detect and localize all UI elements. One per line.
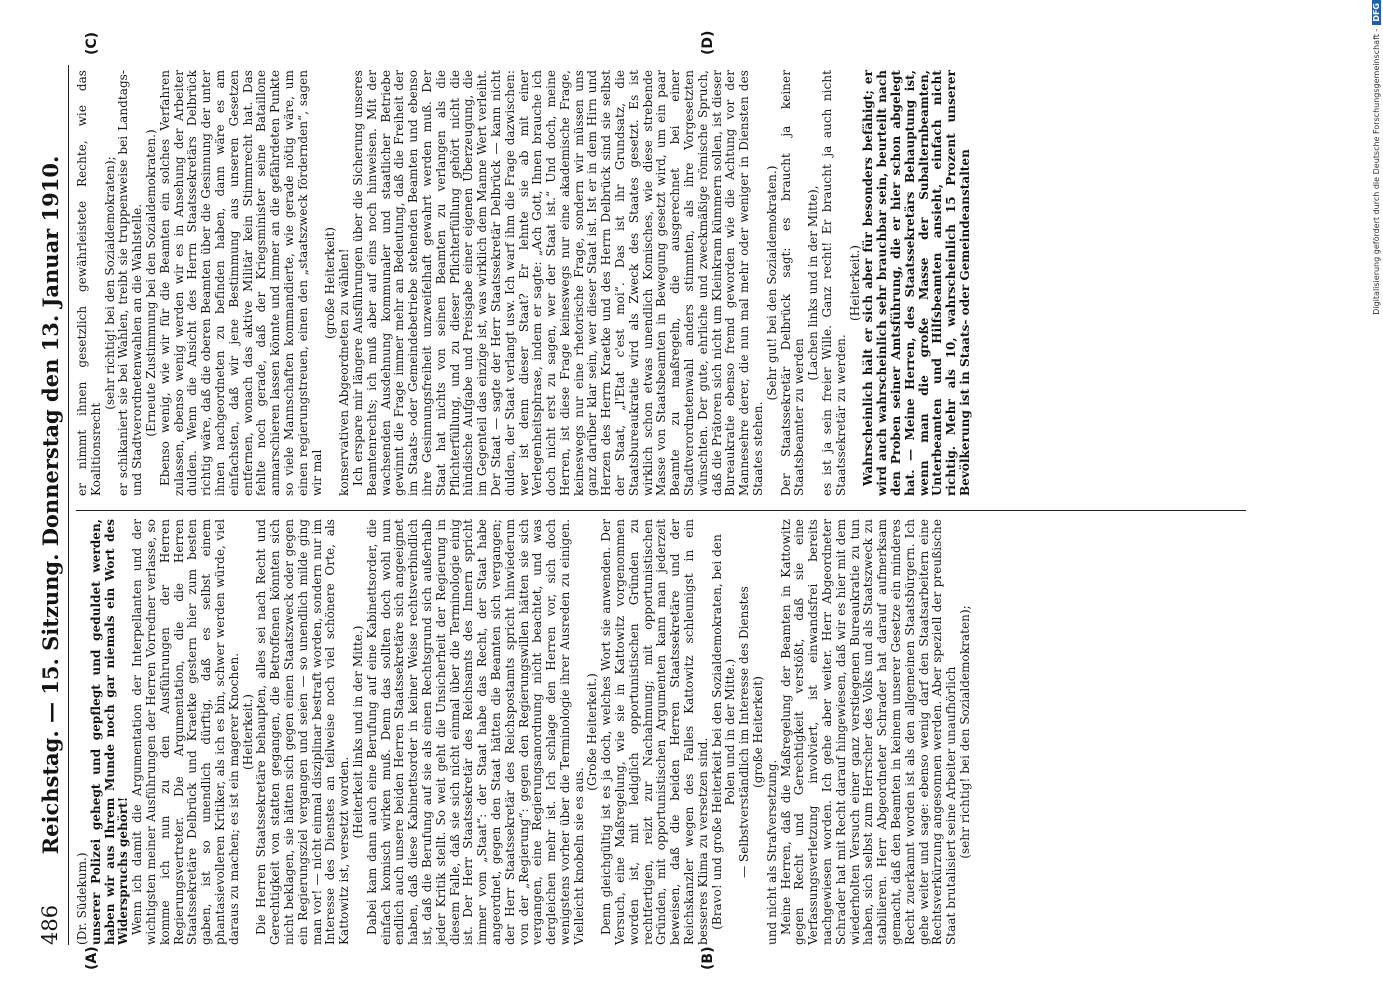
right-column-paragraph: (Sehr gut! bei den Sozialdemokraten.) [764,165,779,401]
right-column-paragraph: konservativen Abgeordneten zu wählen! [337,248,352,496]
margin-marker-a: (A) [84,946,100,970]
right-column-paragraph: (sehr richtig! bei den Sozialdemokraten); [102,156,117,410]
left-column-paragraph: (große Heiterkeit) [751,676,766,788]
header-rule [68,65,69,945]
left-column-paragraph: (sehr richtig! bei den Sozialdemokraten); [958,605,972,859]
left-column-paragraph: Meine Herren, daß die Maßregelung der Beamten in Kattowitz gegen Recht und Gerechtigkeit verstößt, daß sie eine Verfassungsverletzung involviert, ist einwandsfrei bereits nachgewiesen worden. Ich gehe aber weiter. Herr Abgeordneter Schrader hat mit Recht darauf hingewiesen, daß wir es hier mit dem wiederholten Versuch einer ganz verstiegenen Bureaukratie zu tun haben, sich selbst zum Herrscher des Volks und als Staatszweck zu stabilieren. Herr Abgeordneter Schrader hat darauf aufmerksam gemacht, daß den Beamten in keinem unserer Gesetze ein minderes Recht zuerkannt worden ist als den allgemeinen Staatsbürgern. Ich gehe weiter und sage: ebenso wenig darf den Staatsarbeitern eine Rechtsverkürzung angesonnen werden. Aber speziell der preußische Staat brutalisiert seine Arbeiter unaufhörlich [778,519,959,945]
right-column-paragraph: (große Heiterkeit) [323,227,338,339]
margin-marker-c: (C) [84,31,100,55]
right-column-paragraph: Der Staatssekretär Delbrück sagt: es braucht ja keiner Staatsbeamter zu werden [778,70,807,496]
digitization-credit [1372,0,1381,400]
left-column-paragraph: Dabei kam dann auch eine Berufung auf eine Kabinettsorder, die einfach komisch wirken muß. Denn das sollten doch wohl nun endlich auch unsere beiden Herren Staatssekretäre sich angeeignet haben, daß diese Kabinettsorder in keiner Weise rechtsverbindlich ist, daß die Berufung auf sie als einen Rechtsgrund sich außerhalb jeder Kritik stellt. So weit geht die Unsicherheit der Regierung in diesem Falle, daß sie sich nicht einmal über die Terminologie einig ist. Der Herr Staatssekretär des Reichsamts des Innern spricht immer vom „Staat“: der Staat habe das Recht, der Staat habe angeordnet, gegen den Staat hätten die Beamten sich vergangen; der Herr Staatssekretär des Reichspostamts spricht hinwiederum von der „Regierung“: gegen den Regierungswillen hätten sie sich vergangen, eine Regierungsanordnung nicht beachtet, und was dergleichen mehr ist. Ich schlage den Herren vor, sich doch wenigstens vorher über die Terminologie ihrer Ausreden zu einigen. Vielleicht knobeln sie es aus. [364,519,586,945]
left-column-paragraph: und nicht als Strafversetzung. [764,759,779,945]
right-column-paragraph: er schikaniert sie bei Wahlen, treibt sie truppenweise bei Landtags- und Stadtverordnetenwahlen an die Wahlstelle. [116,70,145,496]
left-column-paragraph: (Große Heiterkeit.) [585,673,600,791]
credit-text: Digitalisierung gefördert durch die Deutsche Forschungsgemeinschaft - [1372,28,1381,315]
right-column-paragraph: Wahrscheinlich hält er sich aber für besonders befähigt; er wird auch wahrscheinlich sehr brauchbar sein, beurteilt nach den Proben seiner Amtsführung, die er hier schon abgelegt hat. — Meine Herren, des Staatssekretärs Behauptung ist, wenn man die große Masse der Subalternbeamten, Unterbeamten und Hilfsbeamten ansieht, einfach nicht richtig. Mehr als 10, wahrscheinlich 15 Prozent unserer Bevölkerung ist in Staats- oder Gemeindeanstalten [861,70,972,496]
left-column-paragraph: (Heiterkeit.) [240,694,255,770]
left-column-paragraph: Denn gleichgültig ist es ja doch, welches Wort sie anwenden. Der Versuch, eine Maßregelung, wie sie in Kattowitz vorgenommen worden ist, mit lediglich opportunistischen Gründen zu rechtfertigen, reizt zur Nachahmung; mit opportunistischen Gründen, mit opportunistischen Argumenten kann man jederzeit beweisen, daß die beiden Herren Staatssekretäre und der Reichskanzler wegen des Falles Kattowitz schleunigst in ein besseres Klima zu versetzen sind. [599,519,710,945]
left-column [76,519,973,945]
running-head: Reichstag. — 15. Sitzung. Donnerstag den 13. Januar 1910. [38,155,63,855]
margin-marker-d: (D) [700,30,716,55]
left-column-paragraph: Wenn ich damit die Argumentation der Interpellanten und der wichtigsten meiner Ausführungen der Herren Vorredner verlasse, so komme ich nun zu den Ausführungen der Herren Regierungsvertreter. Die Argumentation, die die Herren Staatssekretäre Delbrück und Kraetke gestern hier zum besten gaben, ist so unendlich dürftig, daß es selbst einem phantasievolleren Kritiker, als ich es bin, schwer werden würde, viel daraus zu machen; es ist ein magerer Knochen. [130,519,241,945]
dfg-logo: DFG [1372,0,1381,25]
margin-marker-b: (B) [700,946,716,970]
right-column-paragraph: er nimmt ihnen gesetzlich gewährleistete Rechte, wie das Koalitionsrecht [75,70,103,496]
page-header [38,65,64,945]
left-column-paragraph: Die Herren Staatssekretäre behaupten, alles sei nach Recht und Gerechtigkeit von statten gegangen, die Betroffenen könnten sich nicht beklagen, sie hätten sich gegen einen Staatszweck oder gegen ein Regierungsziel vergangen und seien — so unendlich milde ging man vor! — nicht einmal disziplinar bestraft worden, sondern nur im Interesse des Dienstes an teilweise noch viel schönere Orte, als Kattowitz ist, versetzt worden. [254,519,352,945]
left-column-paragraph: (Bravo! und große Heiterkeit bei den Sozialdemokraten, bei den Polen und in der Mitte.) [709,534,738,930]
page-number: 486 [38,904,62,945]
right-column-paragraph: Ebenso wenig, wie wir für die Beamten ein solches Verfahren zulassen, ebenso wenig werden wir es in Ansehung der Arbeiter dulden. Wenn die Ansicht des Herrn Staatssekretärs Delbrück richtig wäre, daß die oberen Beamten über die Gesinnung der unter ihnen nachgeordneten zu befinden haben, dann wäre es am einfachsten, daß wir jene Bestimmung aus unseren Gesetzen entfernen, wonach das aktive Militär kein Stimmrecht hat. Das fehlte noch gerade, daß der Kriegsminister seine Bataillone anmarschieren lassen könnte und immer an die gefährdeten Punkte so viele Mannschaften kommandierte, wie gerade nötig wäre, um einen regierungstreuen, einen den „staatszweck fördernden“, sagen wir mal [157,70,324,496]
left-column-paragraph: — Selbstverständlich im Interesse des Dienstes [737,586,752,878]
left-column-paragraph: unserer Polizei gehegt und gepflegt und geduldet werden, haben wir aus Ihrem Munde noch gar niemals ein Wort des Widerspruchs gehört! [88,519,131,945]
left-column-paragraph: (Heiterkeit links und in der Mitte.) [350,625,365,839]
right-column-paragraph: Ich erspare mir längere Ausführungen über die Sicherung unseres Beamtenrechts; ich muß aber auf eins noch hinweisen. Mit der wachsenden Ausdehnung kommunaler und staatlicher Betriebe gewinnt die Frage immer mehr an Bedeutung, daß die Freiheit der im Staats- oder Gemeindebetriebe stehenden Beamten und ebenso ihre Gesinnungsfreiheit unzweifelhaft gewahrt werden muß. Der Staat hat nichts von seinen Beamten zu verlangen als die Pflichterfüllung, und zu dieser Pflichterfüllung gehört nicht die hündische Aufgabe und Preisgabe einer eigenen Überzeugung, die im Gegenteil das einzige ist, was wirklich dem Manne Wert verleiht. Der Staat — sagte der Herr Staatssekretär Delbrück — kann nicht dulden, der Staat verlangt usw. Ich warf ihm die Frage dazwischen: wer ist denn dieser Staat? Er lehnte sie ab mit einer Verlegenheitsphrase, indem er sagte: „Ach Gott, Ihnen brauche ich doch nicht erst zu sagen, wer der Staat ist.“ Und doch, meine Herren, ist diese Frage keineswegs nur eine akademische Frage, keineswegs nur eine rhetorische Frage, sondern wir müssen uns ganz darüber klar sein, wer dieser Staat ist. Ist er in dem Hirn und Herzen des Herrn Kraetke und des Herrn Delbrück sind sie selbst der Staat, „l'Etat c'est moi“. Das ist ihr Grundsatz, die Staatsbureaukratie wird als Zweck des Staates gesetzt. Es ist wirklich schon etwas unendlich Komisches, wie diese strebende Masse von Staatsbeamten in Bewegung gesetzt wird, um ein paar Beamte zu maßregeln, die ausgerechnet bei einer Stadtverordnetenwahl anders stimmten, als ihre Vorgesetzten wünschten. Der gute, ehrliche und zweckmäßige römische Spruch, daß die Prätoren sich nicht um Kleinkram kümmern sollen, ist dieser Bureaukratie ebenso fremd geworden wie die Achtung vor der Mannesehre derer, die nun mal mehr oder weniger in Diensten des Staates stehen. [350,70,766,496]
right-column [76,70,973,496]
left-column-paragraph: (Dr. Südekum.) [75,852,89,945]
right-column-paragraph: (Lachen links und in der Mitte), [806,185,821,381]
right-column-paragraph: (Erneute Zustimmung bei den Sozialdemokraten.) [143,129,158,437]
right-column-paragraph: (Heiterkeit.) [847,245,862,321]
column-divider [76,510,1246,511]
right-column-paragraph: es ist ja sein freier Wille. Ganz recht! Er braucht ja auch nicht Staatssekretär zu werden. [820,70,848,496]
